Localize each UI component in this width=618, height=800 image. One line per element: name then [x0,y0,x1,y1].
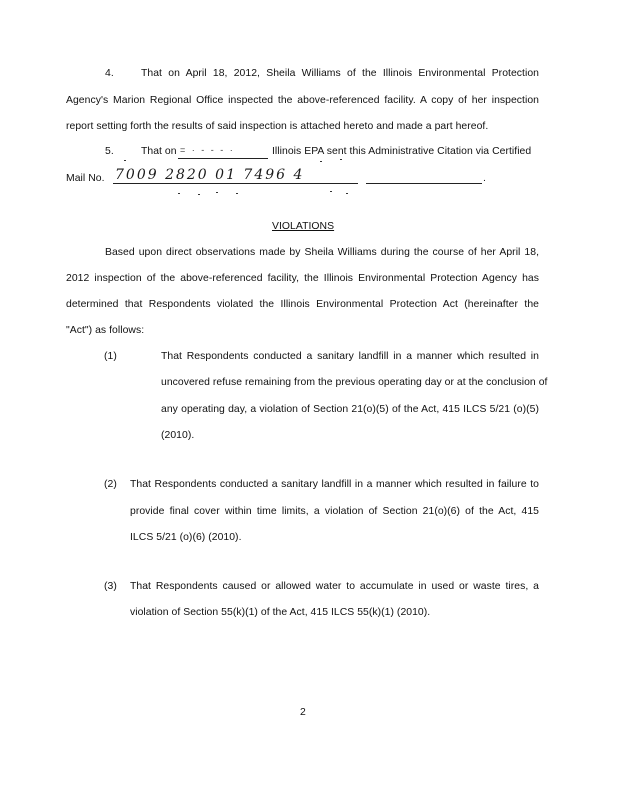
mail-number-label: Mail No. [66,173,105,184]
paragraph-5-tail: Illinois EPA sent this Administrative Citation via Certified [272,146,532,157]
violations-intro-line-3: determined that Respondents violated the Illinois Environmental Protection Act (hereinafter the [66,299,539,310]
scan-speck [198,194,200,195]
mail-number-blank-line [366,183,482,184]
paragraph-4-line-1: That on April 18, 2012, Sheila Williams of the Illinois Environmental Protection [141,68,539,79]
scan-speck [178,193,180,194]
violation-2-line-2: provide final cover within time limits, a violation of Section 21(o)(6) of the Act, 415 [130,506,539,517]
scan-speck [236,193,238,194]
violation-3-line-1: That Respondents caused or allowed water to accumulate in used or waste tires, a [130,581,539,592]
mail-number-period: . [483,173,486,184]
scan-speck [330,191,332,192]
violation-1-number: (1) [104,351,117,362]
date-blank-line [178,158,268,159]
violations-intro-line-4: "Act") as follows: [66,325,145,336]
scan-speck [340,159,342,160]
mail-number-underline [113,183,358,184]
paragraph-4-line-3: report setting forth the results of said inspection is attached hereto and made a part hereof. [66,121,489,132]
violation-1-line-3: any operating day, a violation of Section 21(o)(5) of the Act, 415 ILCS 5/21 (o)(5) [161,404,539,415]
scan-speck [320,161,322,162]
violation-1-line-2: uncovered refuse remaining from the previous operating day or at the conclusion of [161,377,548,388]
violation-1-line-4: (2010). [161,430,195,441]
paragraph-5-number: 5. [105,146,114,157]
violations-heading: VIOLATIONS [272,221,335,232]
paragraph-4-line-2: Agency's Marion Regional Office inspected the above-referenced facility. A copy of her inspection [66,95,539,106]
scan-speck [124,160,126,161]
violation-2-line-3: ILCS 5/21 (o)(6) (2010). [130,532,242,543]
scan-speck [346,193,348,194]
violation-2-line-1: That Respondents conducted a sanitary landfill in a manner which resulted in failure to [130,479,539,490]
violations-intro-line-2: 2012 inspection of the above-referenced facility, the Illinois Environmental Protection Agency has [66,273,539,284]
violations-intro-line-1: Based upon direct observations made by Sheila Williams during the course of her April 18, [105,247,539,258]
violation-1-line-1: That Respondents conducted a sanitary landfill in a manner which resulted in [161,351,539,362]
date-stamp-marks: = · - - - · [180,145,235,155]
paragraph-4-number: 4. [105,68,114,79]
violation-3-line-2: violation of Section 55(k)(1) of the Act, 415 ILCS 55(k)(1) (2010). [130,607,431,618]
scan-speck [216,192,218,193]
mail-number-handwritten: 7009 2820 01 7496 4 [115,167,305,183]
violation-2-number: (2) [104,479,117,490]
violation-3-number: (3) [104,581,117,592]
page-number: 2 [300,707,306,718]
paragraph-5-that-on: That on [141,146,177,157]
